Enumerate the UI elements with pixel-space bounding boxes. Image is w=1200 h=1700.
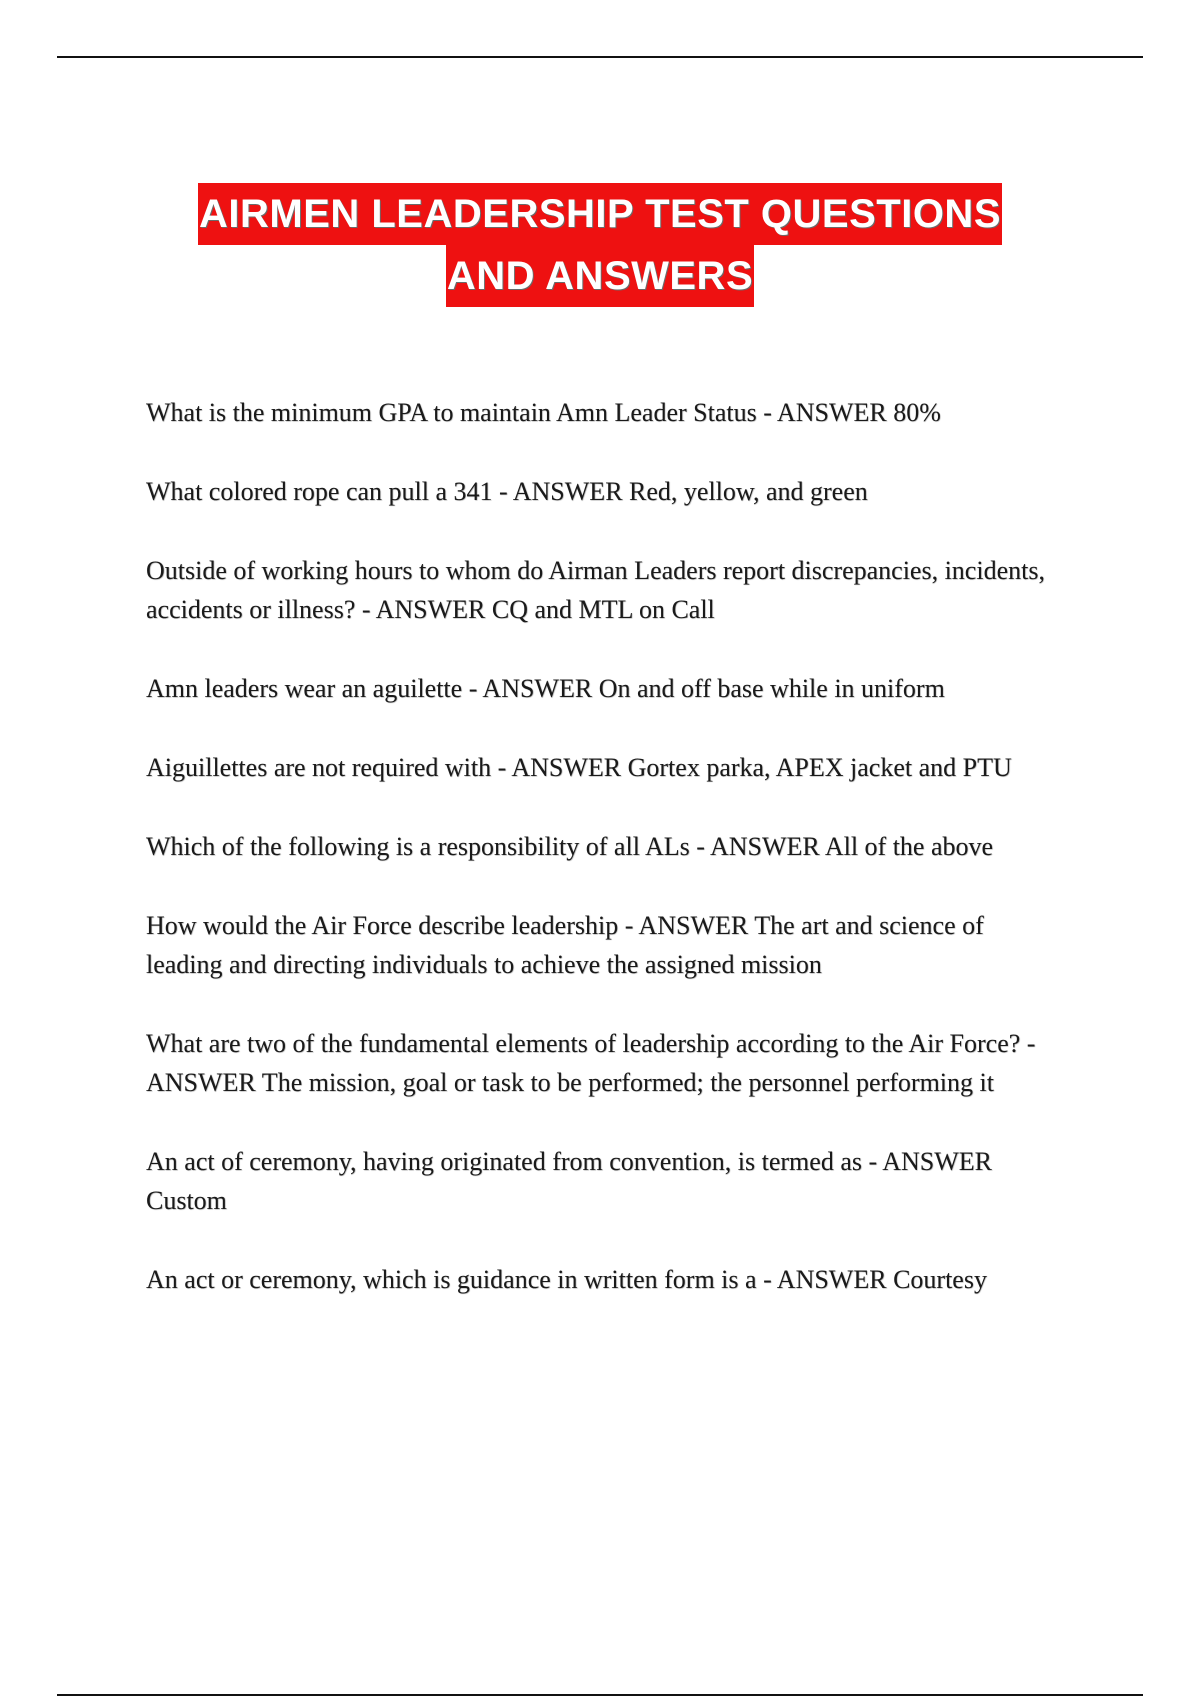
qa-list [146,393,1046,1339]
title-line-1: AIRMEN LEADERSHIP TEST QUESTIONS [198,183,1002,245]
top-rule [57,56,1143,58]
qa-item: Amn leaders wear an aguilette - ANSWER On and off base while in uniform [146,674,945,703]
qa-item: An act or ceremony, which is guidance in written form is a - ANSWER Courtesy [146,1265,987,1294]
qa-item: Outside of working hours to whom do Airman Leaders report discrepancies, incidents, accidents or illness? - ANSWER CQ and MTL on Call [146,556,1045,624]
document-title [0,183,1200,307]
qa-item: What are two of the fundamental elements of leadership according to the Air Force? - ANSWER The mission, goal or task to be performed; the personnel performing it [146,1029,1036,1097]
qa-item: Aiguillettes are not required with - ANSWER Gortex parka, APEX jacket and PTU [146,753,1012,782]
qa-item: How would the Air Force describe leadership - ANSWER The art and science of leading and directing individuals to achieve the assigned mission [146,911,984,979]
qa-item: An act of ceremony, having originated from convention, is termed as - ANSWER Custom [146,1147,992,1215]
qa-item: What is the minimum GPA to maintain Amn Leader Status - ANSWER 80% [146,398,941,427]
bottom-rule [57,1694,1143,1696]
title-line-2: AND ANSWERS [446,245,754,307]
qa-item: Which of the following is a responsibility of all ALs - ANSWER All of the above [146,832,994,861]
qa-item: What colored rope can pull a 341 - ANSWER Red, yellow, and green [146,477,868,506]
